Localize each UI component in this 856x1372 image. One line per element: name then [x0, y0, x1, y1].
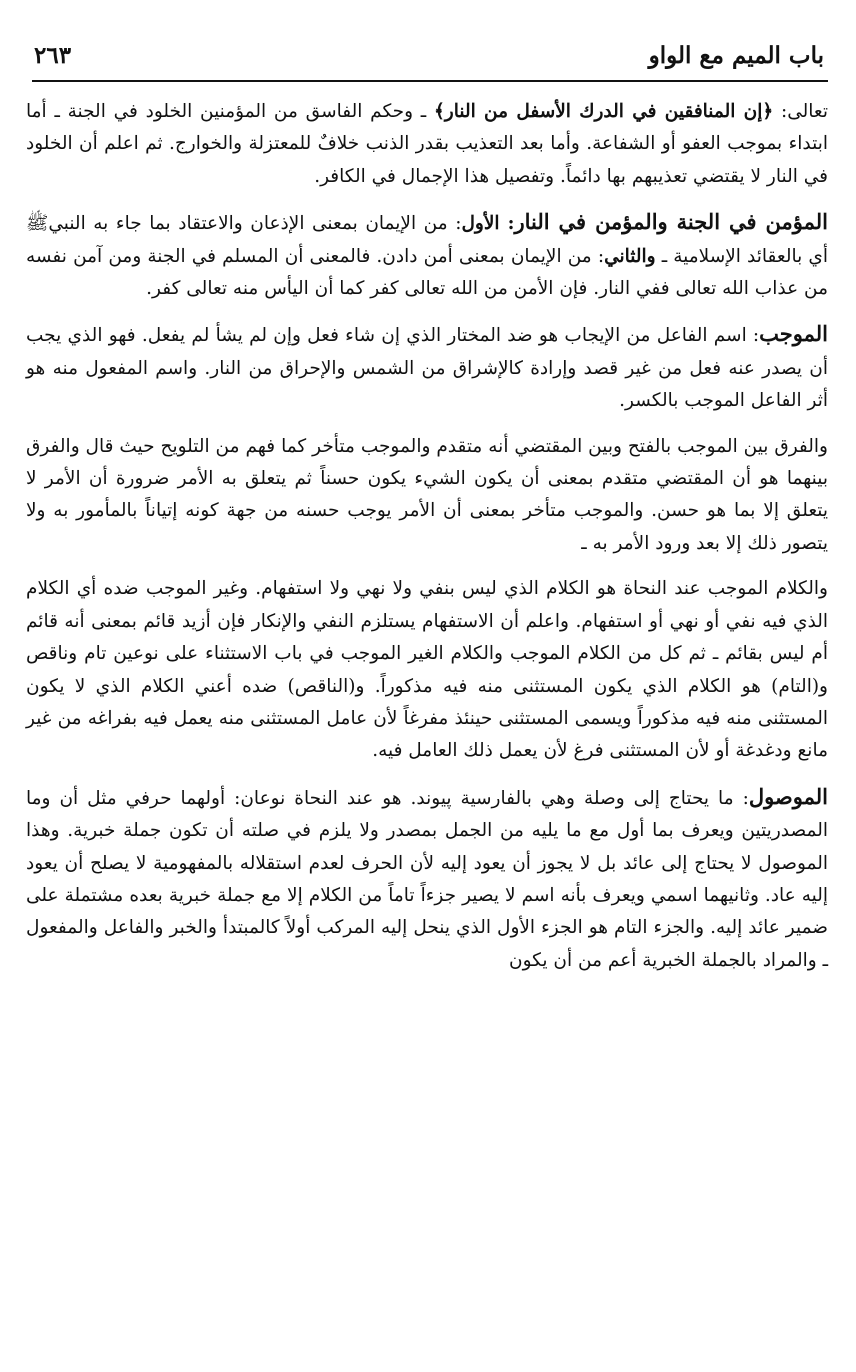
- second-meaning-label: والثاني: [604, 245, 656, 267]
- page-header: [32, 40, 828, 82]
- paragraph-text: والفرق بين الموجب بالفتح وبين المقتضي أنه متقدم والموجب متأخر كما فهم من التلويح حيث قال والفرق بينهما هو أن المقتضي متقدم بمعنى أن يكون الشيء يكون حسناً ثم يتعلق به الأمر ضرورة أن الأمر لا يتعلق إلا بما هو حسن. والموجب متأخر بمعنى أن الأمر يوجب حسنه من جهة كونه إتياناً بالمأمور به ولا يتصور ذلك إلا بعد ورود الأمر به ـ: [26, 435, 828, 554]
- paragraph-text: : من الإيمان بمعنى أمن دادن. فالمعنى أن المسلم في الجنة ومن آمن نفسه من عذاب الله تعالى ففي النار. فإن الأمن من الله تعالى كفر كما أن اليأس منه تعالى كفر.: [26, 245, 828, 300]
- entry-term: الموجب: [759, 321, 828, 347]
- paragraph-5: [26, 573, 828, 767]
- paragraph-text: : اسم الفاعل من الإيجاب هو ضد المختار الذي إن شاء فعل وإن لم يشأ لم يفعل. فهو الذي يجب أن يصدر عنه فعل من غير قصد وإرادة كالإشراق من الشمس والإحراق من النار. واسم المفعول منه هو أثر الفاعل الموجب بالكسر.: [26, 325, 828, 412]
- entry-term: الموصول: [748, 783, 828, 809]
- paragraph-text: : من الإيمان بمعنى الإذعان والاعتقاد بما جاء به النبيﷺ أي بالعقائد الإسلامية ـ: [26, 213, 829, 267]
- page-number: ٢٦٣: [34, 42, 72, 69]
- entry-term: المؤمن في الجنة والمؤمن في النار: [514, 209, 828, 235]
- paragraph-text: والكلام الموجب عند النحاة هو الكلام الذي ليس بنفي ولا نهي ولا استفهام. وغير الموجب ضده أي الكلام الذي فيه نفي أو نهي أو استفهام. واعلم أن الاستفهام يستلزم النفي والإنكار فإن أزيد قائم بمعنى أنه قائم أم ليس بقائم ـ ثم كل من الكلام الموجب والكلام الغير الموجب في باب الاستثناء على نوعين تام وناقص و(التام) هو الكلام الذي يكون المستثنى منه فيه مذكوراً. و(الناقص) ضده أعني الكلام الذي لا يكون المستثنى منه فيه مذكوراً ويسمى المستثنى حينئذ مفرغاً لأن عامل المستثنى منه يعمل فيه بفراغه من غير مانع ودغدغة أو لأن المستثنى فرغ لأن يعمل ذلك العامل فيه.: [26, 578, 828, 762]
- chapter-title: باب الميم مع الواو: [648, 42, 824, 69]
- quranic-quote: ﴿إن المنافقين في الدرك الأسفل من النار﴾: [433, 101, 774, 122]
- paragraph-2: [26, 206, 828, 305]
- paragraph-1: [26, 96, 828, 193]
- page-body: [26, 96, 828, 977]
- first-meaning-label: : الأول: [461, 213, 515, 235]
- paragraph-lead: تعالى:: [773, 101, 828, 122]
- paragraph-text: ـ وحكم الفاسق من المؤمنين الخلود في الجنة ـ أما ابتداء بموجب العفو أو الشفاعة. وأما بعد التعذيب بقدر الذنب خلافٌ للمعتزلة والخوارج. ثم اعلم أن الخلود في النار لا يقتضي تعذيبهم بها دائماً. وتفصيل هذا الإجمال في الكافر.: [26, 101, 828, 187]
- paragraph-6: [26, 781, 828, 977]
- paragraph-3: [26, 318, 828, 417]
- paragraph-text: : ما يحتاج إلى وصلة وهي بالفارسية پيوند. هو عند النحاة نوعان: أولهما حرفي مثل أن وما المصدريتين ويعرف بما أول مع ما يليه من الجمل بمصدر ولا يلزم في صلته أن تكون جملة خبرية. وهذا الموصول لا يحتاج إلى عائد بل لا يجوز أن يعود إليه لأن الحرف لعدم استقلاله بالمفهومية لا يصلح أن يعود إليه عاد. وثانيهما اسمي ويعرف بأنه اسم لا يصير جزءاً تاماً من الكلام إلا مع جملة خبرية بعده مشتملة على ضمير عائد إليه. والجزء التام هو الجزء الأول الذي ينحل إليه المركب أولاً كالمبتدأ والخبر والفاعل والمفعول ـ والمراد بالجملة الخبرية أعم من أن يكون: [26, 787, 828, 971]
- paragraph-4: [26, 431, 828, 561]
